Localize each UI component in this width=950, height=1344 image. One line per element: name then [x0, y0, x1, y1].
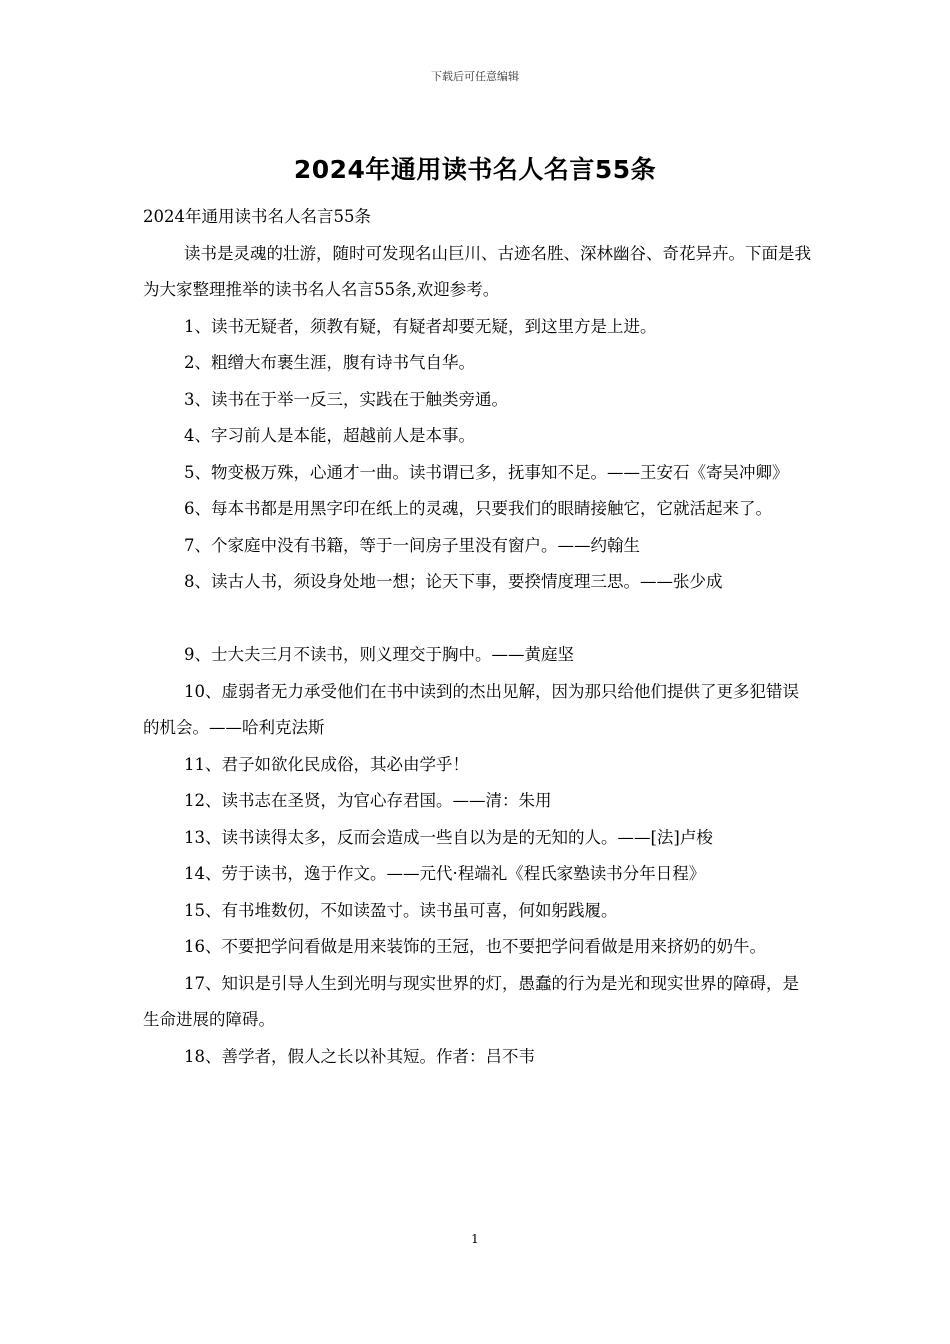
- quote-item: 6、每本书都是用黑字印在纸上的灵魂，只要我们的眼睛接触它，它就活起来了。: [184, 499, 772, 518]
- document-title: 2024年通用读书名人名言55条: [293, 155, 657, 184]
- blank-line: [143, 601, 811, 638]
- quote-item: 1、读书无疑者，须教有疑，有疑者却要无疑，到这里方是上进。: [184, 316, 657, 336]
- page-number: 1: [471, 1232, 479, 1246]
- document-body: [143, 199, 811, 1075]
- quote-item: 12、读书志在圣贤，为官心存君国。——清：朱用: [184, 791, 552, 810]
- quote-item: 2、粗缯大布裹生涯，腹有诗书气自华。: [184, 353, 475, 372]
- page-header: 下载后可任意编辑: [431, 70, 519, 83]
- quote-item: 8、读古人书，须设身处地一想；论天下事，要揆情度理三思。——张少成: [184, 572, 723, 591]
- quote-item: 16、不要把学问看做是用来装饰的王冠，也不要把学问看做是用来挤奶的奶牛。: [184, 937, 766, 956]
- quote-item: 10、虚弱者无力承受他们在书中读到的杰出见解，因为那只给他们提供了更多犯错误的机会。——哈利克法斯: [143, 681, 799, 737]
- intro-paragraph: 读书是灵魂的壮游，随时可发现名山巨川、古迹名胜、深林幽谷、奇花异卉。下面是我为大家整理推举的读书名人名言55条,欢迎参考。: [143, 243, 811, 299]
- quote-item: 15、有书堆数仞，不如读盈寸。读书虽可喜，何如躬践履。: [184, 900, 618, 920]
- subtitle-line: 2024年通用读书名人名言55条: [143, 207, 371, 226]
- quote-item: 5、物变极万殊，心通才一曲。读书谓已多，抚事知不足。——王安石《寄吴冲卿》: [184, 462, 789, 482]
- quote-item: 7、个家庭中没有书籍，等于一间房子里没有窗户。——约翰生: [184, 535, 640, 555]
- quote-item: 11、君子如欲化民成俗，其必由学乎！: [184, 754, 469, 774]
- quote-item: 4、字习前人是本能，超越前人是本事。: [184, 426, 475, 445]
- quote-item: 17、知识是引导人生到光明与现实世界的灯，愚蠢的行为是光和现实世界的障碍，是生命进展的障碍。: [143, 973, 799, 1029]
- quote-item: 14、劳于读书，逸于作文。——元代·程端礼《程氏家塾读书分年日程》: [184, 864, 706, 883]
- quote-item: 13、读书读得太多，反而会造成一些自以为是的无知的人。——[法]卢梭: [184, 827, 713, 847]
- quote-item: 3、读书在于举一反三，实践在于触类旁通。: [184, 389, 508, 409]
- quote-item: 18、善学者，假人之长以补其短。作者：吕不韦: [184, 1046, 535, 1066]
- quote-item: 9、士大夫三月不读书，则义理交于胸中。——黄庭坚: [184, 645, 574, 664]
